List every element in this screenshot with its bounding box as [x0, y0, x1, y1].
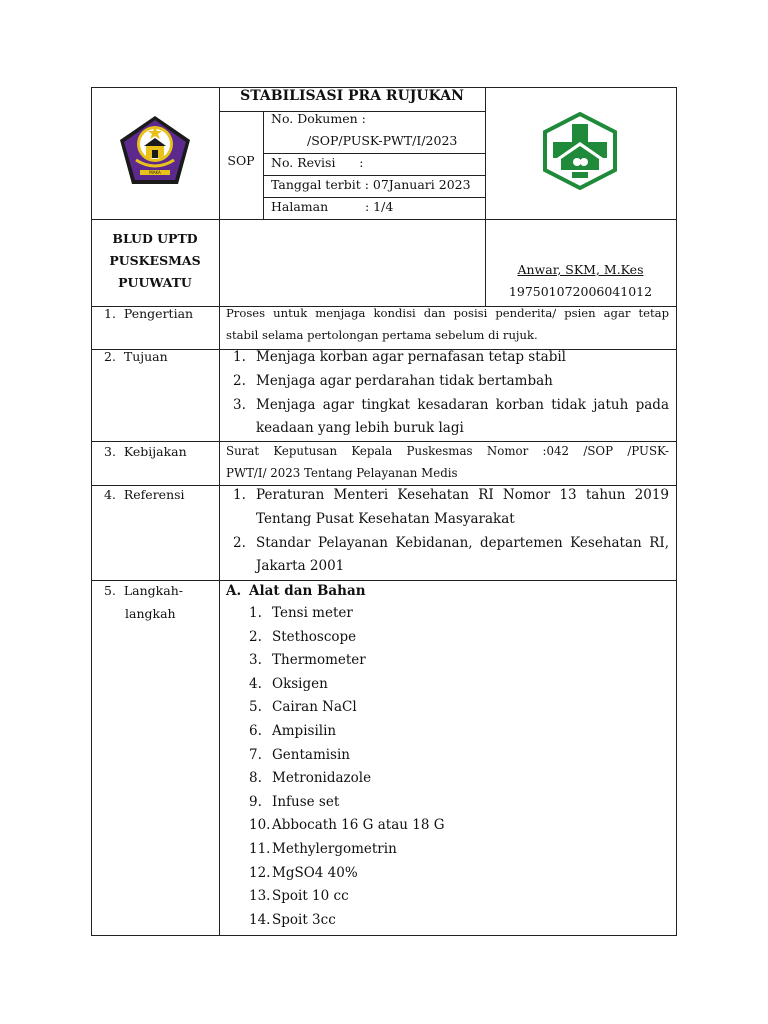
page-value: : 1/4 — [365, 199, 394, 214]
tool-item: Abbocath 16 G atau 18 G — [272, 817, 445, 834]
org-line: PUSKESMAS — [109, 253, 201, 268]
tool-item-num: 6. — [249, 723, 262, 739]
tool-item: Cairan NaCl — [272, 699, 357, 716]
subheading-alat-bahan: Alat dan Bahan — [249, 583, 366, 599]
text-line: Standar Pelayanan Kebidanan, departemen Kesehatan RI, — [256, 535, 669, 551]
kebijakan-text-line: PWT/I/ 2023 Tentang Pelayanan Medis — [226, 466, 458, 480]
tool-item: Spoit 3cc — [272, 911, 336, 928]
referensi-item-num: 1. — [233, 487, 246, 503]
table-border-bottom — [91, 935, 677, 936]
referensi-item — [256, 532, 669, 554]
tool-item-num: 2. — [249, 628, 262, 645]
tool-item-num: 13. — [249, 888, 271, 905]
revision-number: No. Revisi : — [271, 155, 364, 170]
tool-item: Ampisilin — [272, 723, 337, 739]
tool-item-num: 14. — [249, 911, 271, 928]
tujuan-item: Menjaga korban agar pernafasan tetap stabil — [256, 349, 566, 365]
tool-item-num: 9. — [249, 793, 262, 810]
grid-line — [219, 87, 220, 936]
signer-nip: 197501072006041012 — [508, 284, 653, 299]
tool-item-num: 12. — [249, 864, 271, 881]
tool-item-num: 4. — [249, 675, 262, 692]
tool-item: Metronidazole — [272, 770, 372, 787]
tool-item: Oksigen — [272, 675, 328, 692]
tujuan-item-num: 2. — [233, 373, 246, 389]
document-title: STABILISASI PRA RUJUKAN — [240, 88, 464, 104]
referensi-item-line: Tentang Pusat Kesehatan Masyarakat — [256, 511, 515, 527]
tool-item-num: 5. — [249, 699, 262, 716]
regional-emblem-logo — [118, 114, 192, 186]
org-line: BLUD UPTD — [112, 231, 198, 246]
tool-item: Thermometer — [272, 652, 366, 669]
doc-number-value: /SOP/PUSK-PWT/I/2023 — [307, 133, 458, 148]
tujuan-item: Menjaga agar perdarahan tidak bertambah — [256, 373, 553, 389]
page-label: Halaman — [271, 199, 329, 214]
tool-item-num: 10. — [249, 817, 271, 834]
svg-text:MAKA: MAKA — [149, 170, 161, 175]
publish-date: Tanggal terbit : 07Januari 2023 — [271, 177, 471, 192]
text-line: Peraturan Menteri Kesehatan RI Nomor 13 tahun 2019 — [256, 487, 669, 503]
tool-item: Spoit 10 cc — [272, 888, 349, 905]
section-label-langkah-2: langkah — [125, 606, 176, 621]
referensi-item — [256, 484, 669, 506]
section-label-pengertian: 1. Pengertian — [104, 306, 194, 321]
tool-item-num: 11. — [249, 841, 271, 857]
tool-item: Gentamisin — [272, 746, 351, 763]
table-border-right — [676, 87, 677, 936]
tool-item: MgSO4 40% — [272, 864, 358, 881]
pengertian-text — [226, 302, 669, 324]
tujuan-item-num: 3. — [233, 397, 246, 413]
tujuan-item-line: keadaan yang lebih buruk lagi — [256, 420, 464, 436]
tool-item-num: 1. — [249, 605, 262, 621]
tujuan-item — [256, 394, 669, 416]
tool-item-num: 7. — [249, 746, 262, 763]
tool-item: Stethoscope — [272, 628, 357, 645]
tool-item-num: 3. — [249, 652, 262, 669]
puskesmas-logo — [541, 112, 619, 190]
tool-item: Tensi meter — [272, 605, 353, 621]
subheading-letter: A. — [226, 583, 242, 599]
kebijakan-text — [226, 440, 669, 462]
pengertian-text-line: stabil selama pertolongan pertama sebelum di rujuk. — [226, 328, 538, 342]
referensi-item-line: Jakarta 2001 — [256, 558, 345, 574]
tool-item: Infuse set — [272, 793, 340, 810]
section-label-kebijakan: 3. Kebijakan — [104, 444, 187, 459]
org-line: PUUWATU — [118, 275, 192, 290]
sop-label: SOP — [227, 153, 255, 168]
tool-item: Methylergometrin — [272, 841, 397, 857]
grid-line — [91, 580, 677, 581]
text-line: Menjaga agar tingkat kesadaran korban tidak jatuh pada — [256, 397, 669, 413]
table-border-left — [91, 87, 92, 936]
text-line: Surat Keputusan Kepala Puskesmas Nomor :042 /SOP /PUSK- — [226, 444, 669, 458]
grid-line — [91, 219, 677, 220]
signer-name: Anwar, SKM, M.Kes — [517, 262, 644, 277]
section-label-referensi: 4. Referensi — [104, 487, 185, 502]
organization-name — [91, 228, 219, 294]
grid-line — [263, 111, 264, 219]
doc-number-label: No. Dokumen : — [271, 111, 366, 126]
section-label-tujuan: 2. Tujuan — [104, 349, 168, 364]
tool-item-num: 8. — [249, 770, 262, 787]
tujuan-item-num: 1. — [233, 349, 246, 365]
section-label-langkah: 5. Langkah- — [104, 583, 183, 598]
referensi-item-num: 2. — [233, 535, 246, 551]
text-line: Proses untuk menjaga kondisi dan posisi penderita/ psien agar tetap — [226, 306, 669, 320]
